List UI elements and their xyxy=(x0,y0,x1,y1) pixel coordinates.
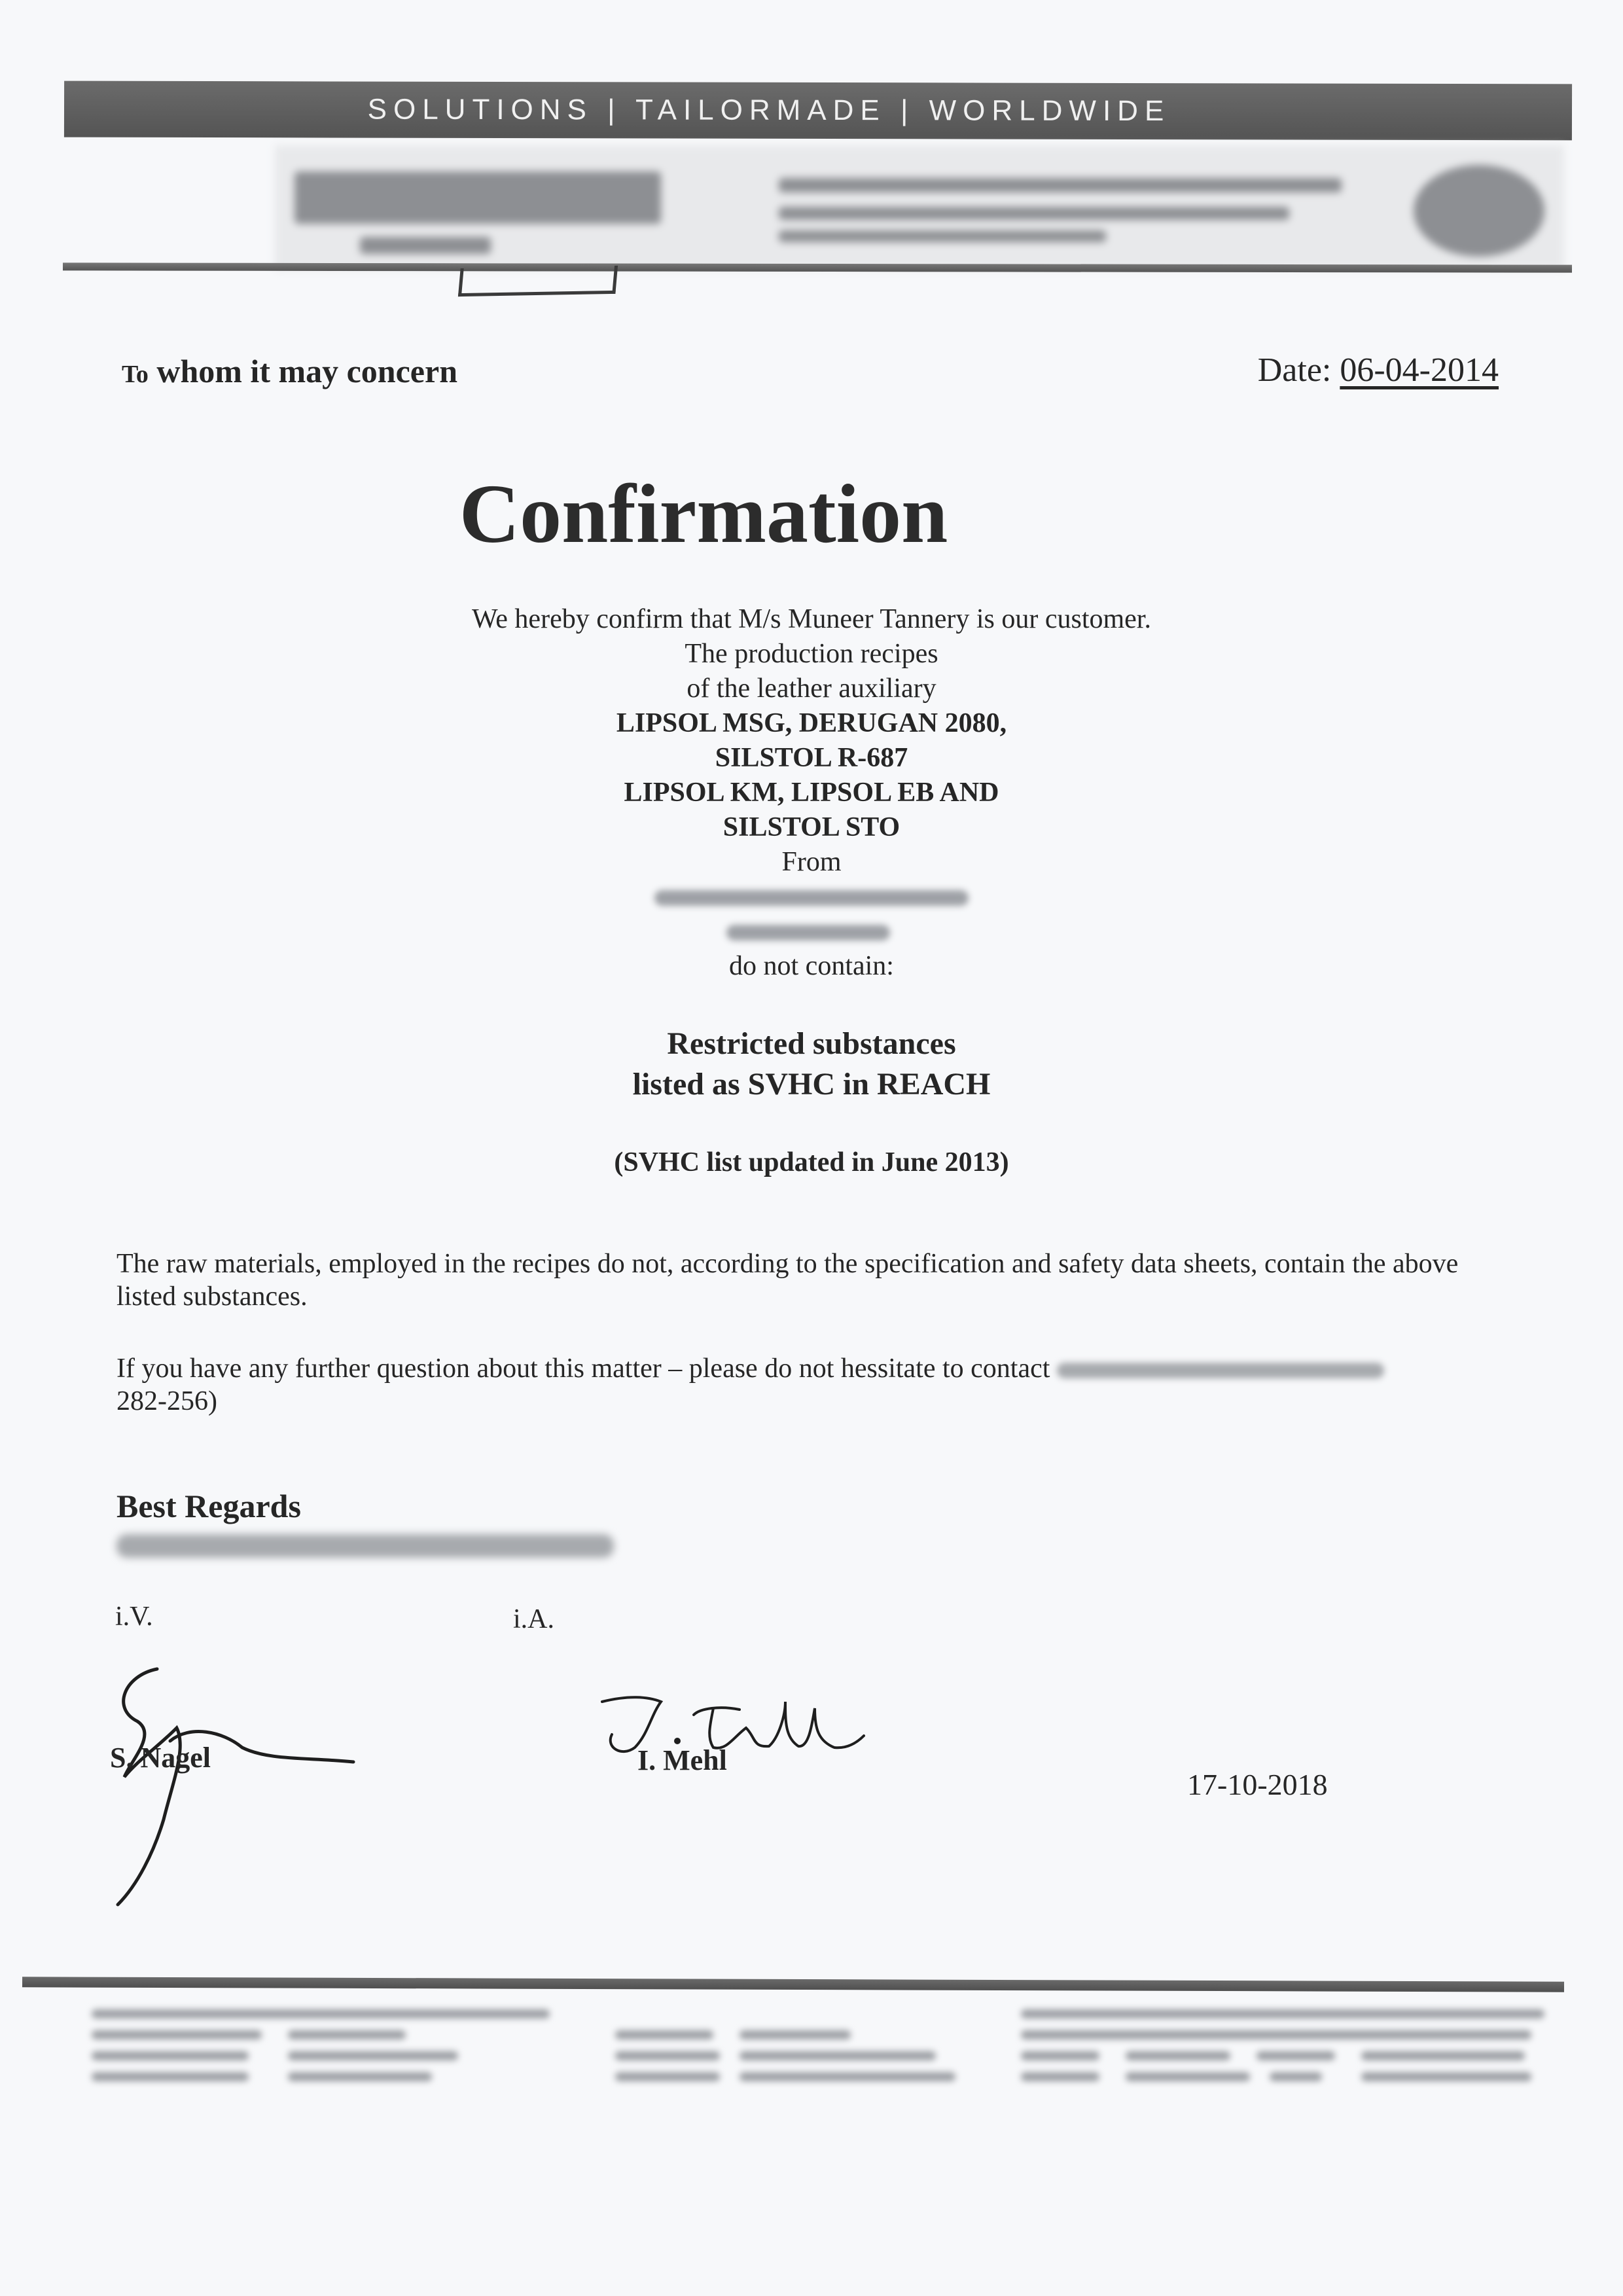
header-stamp-tab xyxy=(458,266,618,296)
redacted-company-signoff xyxy=(116,1534,614,1558)
signatory-right-prefix: i.A. xyxy=(513,1604,554,1634)
salutation-prefix: To xyxy=(122,361,149,388)
best-regards: Best Regards xyxy=(116,1488,301,1524)
redacted-footer xyxy=(79,2003,1544,2108)
restricted-line-1: Restricted substances xyxy=(667,1026,956,1061)
signature-mehl xyxy=(589,1676,877,1780)
signature-nagel xyxy=(98,1649,386,1911)
date-value: 06-04-2014 xyxy=(1340,351,1499,389)
signatory-left-prefix: i.V. xyxy=(115,1602,153,1632)
confirm-line-3: of the leather auxiliary xyxy=(687,673,936,704)
restricted-substances xyxy=(0,1024,1623,1105)
confirmation-block xyxy=(0,602,1623,984)
date-label: Date: xyxy=(1257,351,1332,389)
document-title: Confirmation xyxy=(459,467,948,560)
signatory-right-name: I. Mehl xyxy=(637,1744,727,1776)
redacted-company-city xyxy=(0,914,1623,949)
restricted-line-2: listed as SVHC in REACH xyxy=(632,1067,991,1102)
signed-date: 17-10-2018 xyxy=(1187,1768,1328,1801)
confirm-line-1: We hereby confirm that M/s Muneer Tannery is our customer. xyxy=(472,604,1151,634)
do-not-contain: do not contain: xyxy=(729,951,894,981)
signatory-left-name: S. Nagel xyxy=(110,1742,211,1774)
paragraph-contact xyxy=(116,1352,1504,1418)
product-line-1: LIPSOL MSG, DERUGAN 2080, xyxy=(616,708,1007,738)
header-banner xyxy=(64,81,1572,141)
svhc-note: (SVHC list updated in June 2013) xyxy=(614,1147,1009,1177)
confirm-line-2: The production recipes xyxy=(685,639,938,669)
salutation-rest: whom it may concern xyxy=(156,353,458,389)
product-line-3: LIPSOL KM, LIPSOL EB AND xyxy=(624,778,999,808)
contact-phone-end: 282-256) xyxy=(116,1386,217,1416)
redacted-letterhead xyxy=(275,145,1564,270)
redacted-contact xyxy=(1057,1363,1384,1378)
paragraph-raw-materials: The raw materials, employed in the recipes do not, according to the specification and safety data sheets, contain the above listed substances. xyxy=(116,1249,1459,1312)
redacted-company-name xyxy=(0,880,1623,914)
from-label: From xyxy=(781,847,842,877)
product-line-2: SILSTOL R-687 xyxy=(715,743,908,773)
banner-text: SOLUTIONS | TAILORMADE | WORLDWIDE xyxy=(367,93,1171,128)
product-line-4: SILSTOL STO xyxy=(722,812,901,842)
header-divider xyxy=(63,262,1572,272)
letter-date xyxy=(1258,351,1499,389)
salutation xyxy=(122,352,457,390)
contact-text: If you have any further question about this matter – please do not hessitate to contact xyxy=(116,1354,1050,1384)
footer-divider xyxy=(22,1977,1564,1992)
